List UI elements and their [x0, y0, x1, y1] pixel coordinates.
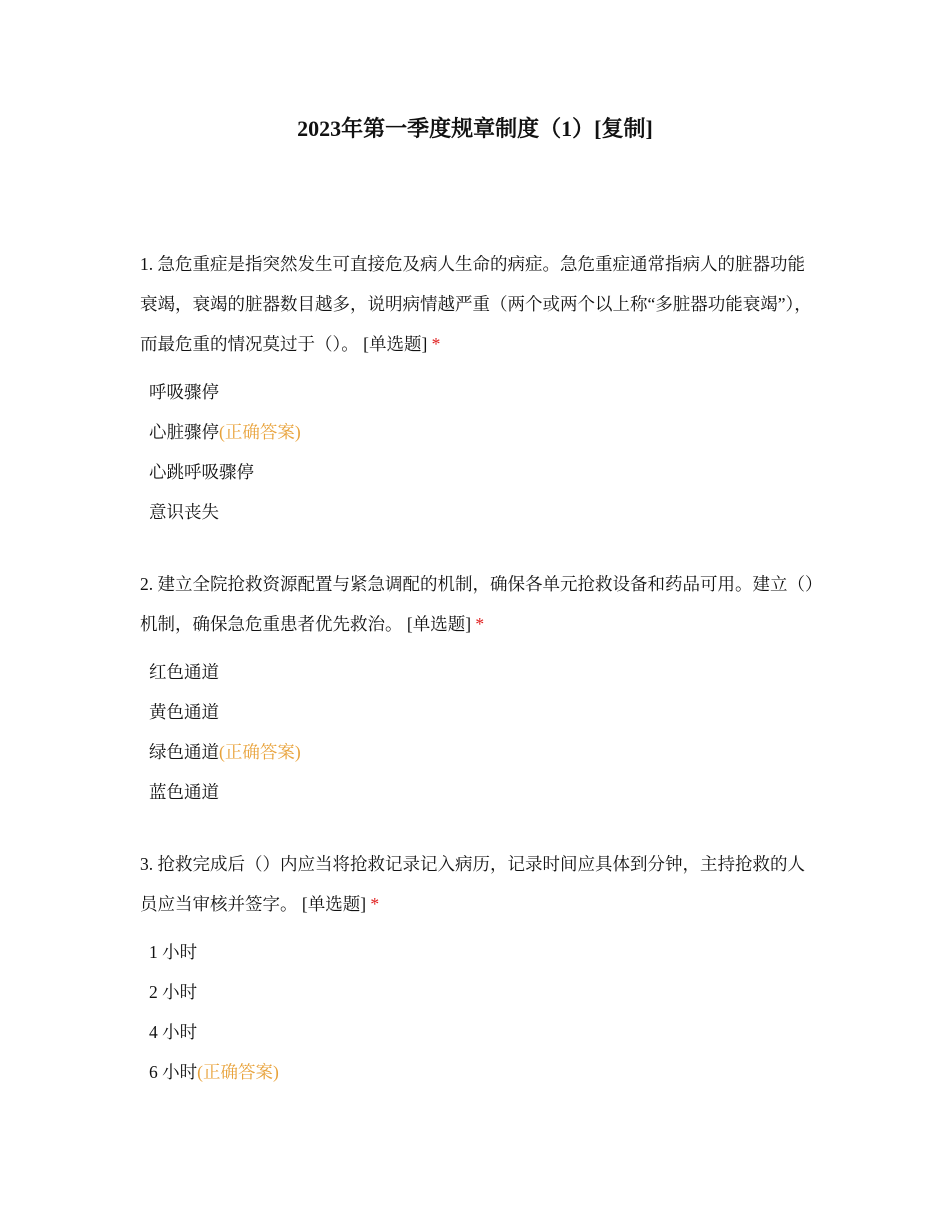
- question-2: [140, 564, 820, 812]
- question-body: 3. 抢救完成后（）内应当将抢救记录记入病历，记录时间应具体到分钟，主持抢救的人员应当审核并签字。: [140, 854, 805, 914]
- question-body: 1. 急危重症是指突然发生可直接危及病人生命的病症。急危重症通常指病人的脏器功能衰竭，衰竭的脏器数目越多，说明病情越严重（两个或两个以上称“多脏器功能衰竭”），而最危重的情况莫过于（）。: [140, 254, 812, 354]
- question-text: [140, 844, 820, 924]
- correct-answer-mark: (正确答案): [219, 422, 301, 442]
- option: [140, 1052, 820, 1092]
- option: [140, 972, 820, 1012]
- option: [140, 772, 820, 812]
- option-label: 绿色通道: [149, 742, 219, 762]
- option: [140, 732, 820, 772]
- option: [140, 492, 820, 532]
- option-label: 心脏骤停: [149, 422, 219, 442]
- question-type: [单选题]: [301, 894, 367, 914]
- required-mark: *: [370, 894, 380, 914]
- option-label: 心跳呼吸骤停: [149, 462, 254, 482]
- option: [140, 412, 820, 452]
- question-3: [140, 844, 820, 1092]
- question-1: [140, 244, 820, 532]
- option: [140, 652, 820, 692]
- question-type: [单选题]: [406, 614, 472, 634]
- option: [140, 932, 820, 972]
- option-label: 呼吸骤停: [149, 382, 219, 402]
- required-mark: *: [431, 334, 441, 354]
- option-label: 4 小时: [149, 1022, 198, 1042]
- option-label: 黄色通道: [149, 702, 219, 722]
- option-label: 1 小时: [149, 942, 198, 962]
- question-text: [140, 244, 820, 364]
- option-label: 6 小时: [149, 1062, 198, 1082]
- document-title: 2023年第一季度规章制度（1）[复制]: [297, 116, 653, 141]
- question-body: 2. 建立全院抢救资源配置与紧急调配的机制，确保各单元抢救设备和药品可用。建立（）机制，确保急危重患者优先救治。: [140, 574, 814, 634]
- option-label: 红色通道: [149, 662, 219, 682]
- correct-answer-mark: (正确答案): [197, 1062, 279, 1082]
- option: [140, 452, 820, 492]
- option-label: 蓝色通道: [149, 782, 219, 802]
- option-label: 2 小时: [149, 982, 198, 1002]
- correct-answer-mark: (正确答案): [219, 742, 301, 762]
- question-type: [单选题]: [363, 334, 428, 354]
- question-text: [140, 564, 820, 644]
- option-label: 意识丧失: [149, 502, 219, 522]
- option: [140, 372, 820, 412]
- option: [140, 692, 820, 732]
- option: [140, 1012, 820, 1052]
- required-mark: *: [475, 614, 485, 634]
